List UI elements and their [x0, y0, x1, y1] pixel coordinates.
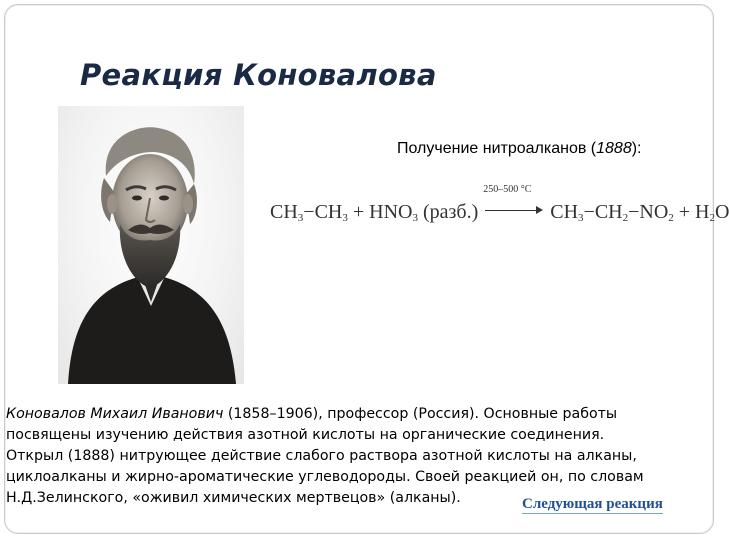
biography-text — [6, 404, 711, 509]
reaction-condition: 250–500 °C — [483, 184, 532, 195]
reaction-arrow-icon — [483, 184, 543, 218]
bio-line-5: Н.Д.Зелинского, «оживил химических мертвецов» (алканы). — [6, 490, 461, 506]
bio-line-2: посвящены изучению действия азотной кислоты на органические соединения. — [6, 427, 605, 443]
reaction-equation — [270, 184, 729, 224]
eq-reactant-ethane: $CH_3-CH_3$ — [270, 201, 348, 224]
eq-product-water: + $H_2O$ — [673, 201, 729, 224]
portrait-photo — [58, 106, 244, 384]
next-reaction-link[interactable]: Следующая реакция — [522, 496, 663, 512]
eq-product-nitroethane: $CH_3-CH_2-NO_2$ — [550, 201, 674, 224]
slide-subtitle — [397, 140, 642, 158]
scientist-name: Коновалов Михаил Иванович — [6, 406, 224, 422]
subtitle-year: 1888 — [596, 140, 632, 157]
bio-line-1: Коновалов Михаил Иванович (1858–1906), профессор (Россия). Основные работы — [6, 406, 618, 422]
portrait-illustration — [58, 106, 244, 384]
bio-line-3: Открыл (1888) нитрующее действие слабого раствора азотной кислоты на алканы, — [6, 448, 637, 464]
slide-title: Реакция Коновалова — [80, 58, 437, 92]
bio-line-4: циклоалканы и жирно-ароматические углеводороды. Своей реакцией он, по словам — [6, 469, 644, 485]
eq-nitric-acid: + $HNO_3$ (разб.) — [347, 201, 479, 224]
subtitle-end: ): — [631, 140, 642, 157]
subtitle-text: Получение нитроалканов ( — [397, 140, 597, 157]
